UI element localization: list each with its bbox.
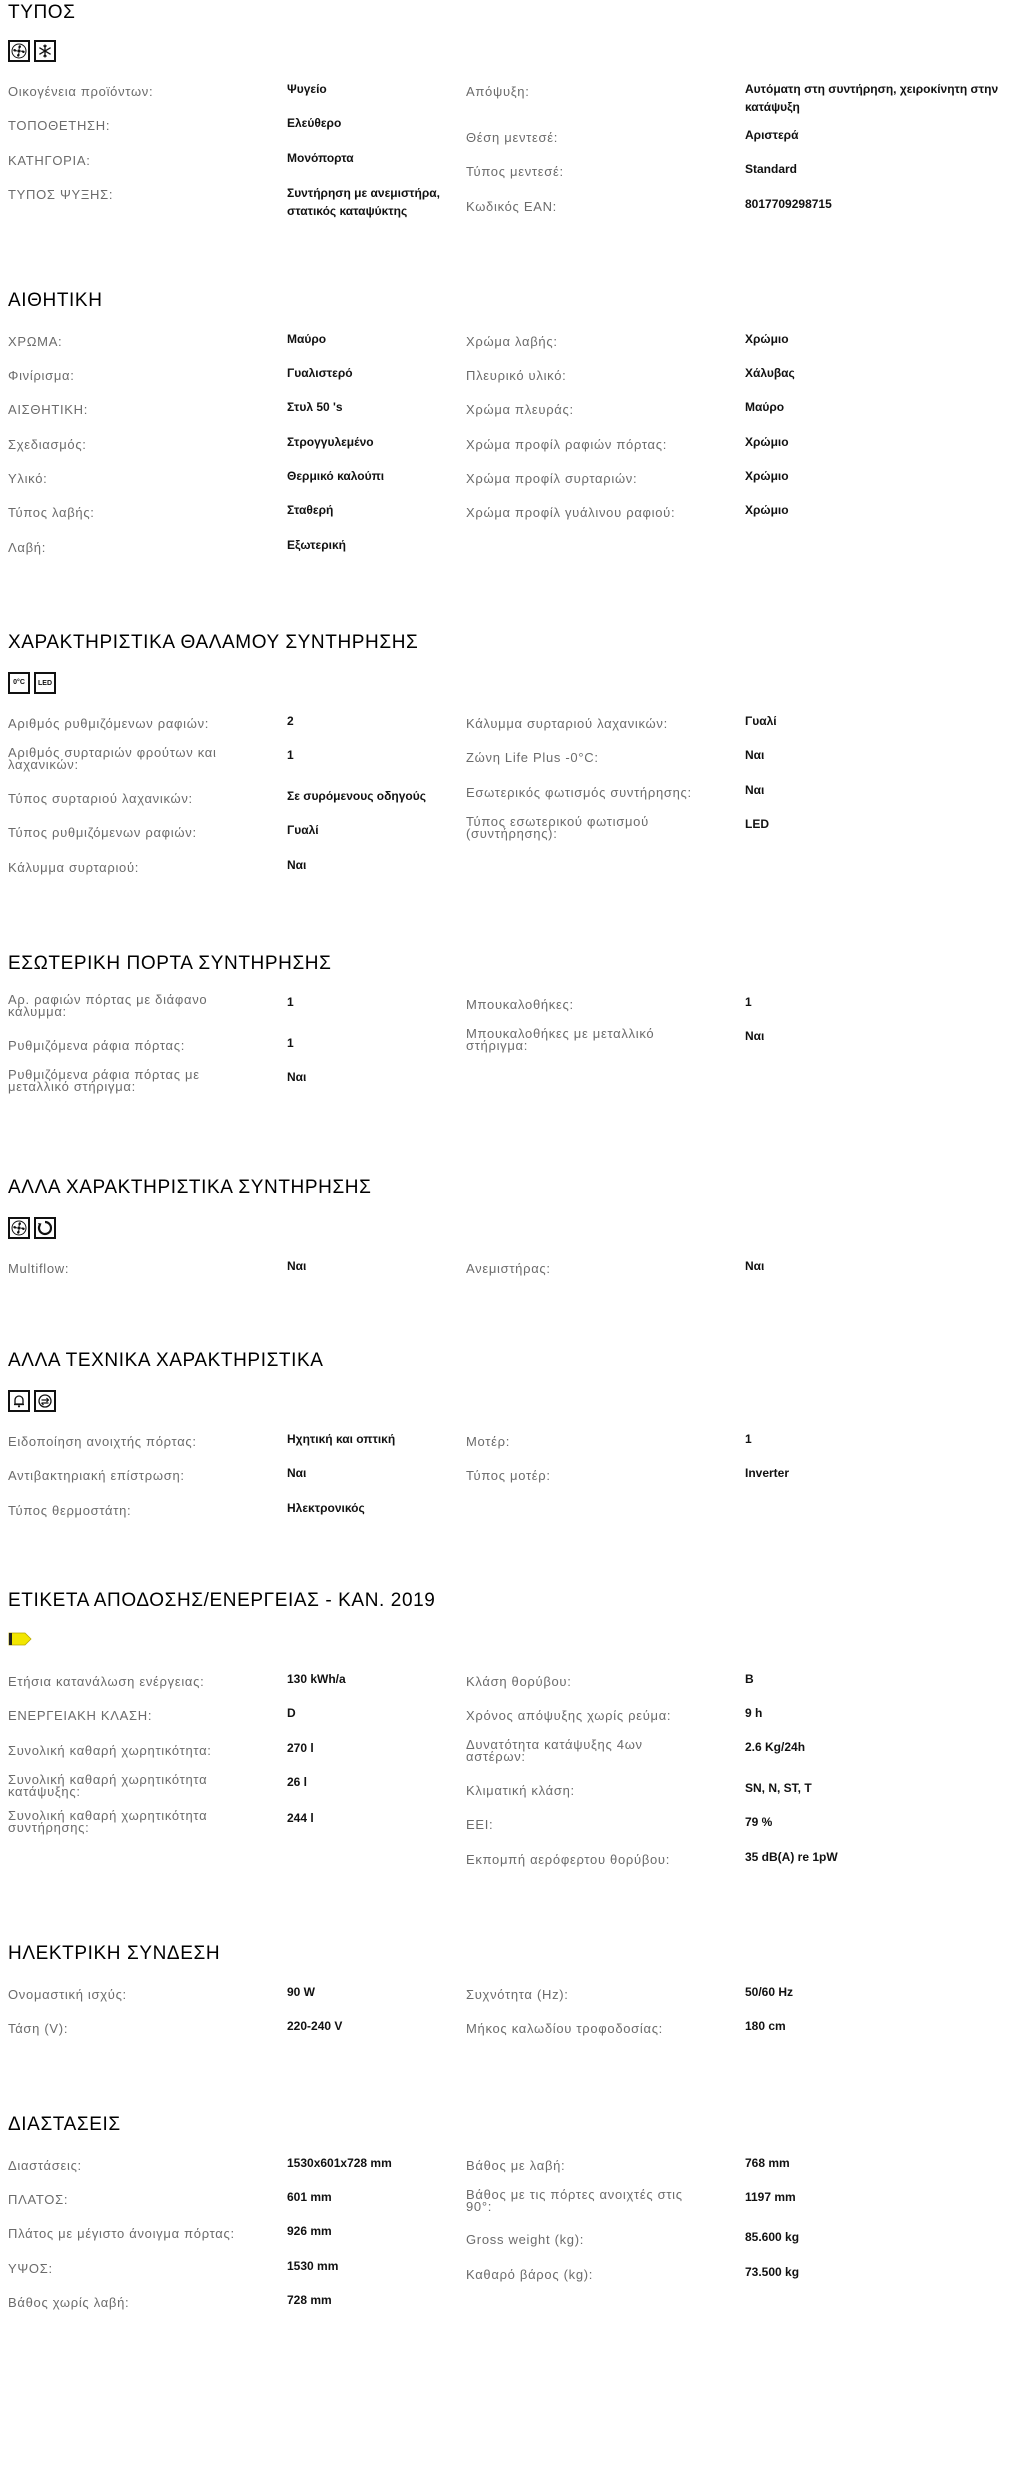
spec-value: Ναι bbox=[287, 1070, 307, 1084]
spec-label: Συνολική καθαρή χωρητικότητα: bbox=[8, 1743, 212, 1758]
spec-label: ΚΑΤΗΓΟΡΙΑ: bbox=[8, 153, 91, 168]
spec-value: Ναι bbox=[745, 783, 765, 797]
spec-label: Ζώνη Life Plus -0°C: bbox=[466, 750, 599, 765]
spec-value: Γυαλιστερό bbox=[287, 366, 353, 380]
spec-value: Στυλ 50 's bbox=[287, 400, 343, 414]
spec-label: Λαβή: bbox=[8, 540, 47, 555]
spec-value: Ηχητική και οπτική bbox=[287, 1432, 396, 1446]
spec-label: Διαστάσεις: bbox=[8, 2158, 82, 2173]
spec-value: Συντήρηση με ανεμιστήρα, στατικός καταψύκτης bbox=[287, 186, 440, 218]
spec-value: Χρώμιο bbox=[745, 435, 789, 449]
spec-label: Θέση μεντεσέ: bbox=[466, 130, 559, 145]
spec-value: Σταθερή bbox=[287, 503, 334, 517]
spec-value: Εξωτερική bbox=[287, 538, 346, 552]
spec-label: ΠΛΑΤΟΣ: bbox=[8, 2192, 69, 2207]
spec-label: Ειδοποίηση ανοιχτής πόρτας: bbox=[8, 1434, 197, 1449]
section-title: ΔΙΑΣΤΑΣΕΙΣ bbox=[8, 2114, 121, 2135]
spec-label: Χρώμα λαβής: bbox=[466, 334, 558, 349]
spec-label: Αριθμός συρταριών φρούτων και λαχανικών: bbox=[8, 745, 217, 772]
spec-label: Συνολική καθαρή χωρητικότητα συντήρησης: bbox=[8, 1808, 208, 1835]
spec-value: 728 mm bbox=[287, 2293, 332, 2307]
spec-label: Ανεμιστήρας: bbox=[466, 1261, 551, 1276]
icon-text: 0°C bbox=[13, 679, 25, 686]
section-aesthetics bbox=[0, 290, 1024, 580]
spec-label: Τύπος ρυθμιζόμενων ραφιών: bbox=[8, 825, 197, 840]
spec-value: Χάλυβας bbox=[745, 366, 795, 380]
spec-value: 2 bbox=[287, 714, 294, 728]
spec-label: Ρυθμιζόμενα ράφια πόρτας: bbox=[8, 1038, 186, 1053]
spec-label: Εσωτερικός φωτισμός συντήρησης: bbox=[466, 785, 692, 800]
spec-label: Φινίρισμα: bbox=[8, 368, 75, 383]
spec-label: Τύπος λαβής: bbox=[8, 505, 95, 520]
feature-icons bbox=[8, 1390, 56, 1412]
door-alarm-icon bbox=[8, 1390, 30, 1412]
spec-label: EEI: bbox=[466, 1817, 494, 1832]
spec-label: Χρώμα προφίλ γυάλινου ραφιού: bbox=[466, 505, 676, 520]
spec-value: Μονόπορτα bbox=[287, 151, 354, 165]
spec-value: 926 mm bbox=[287, 2224, 332, 2238]
section-title: ΑΙΘΗΤΙΚΗ bbox=[8, 290, 103, 311]
spec-value: 35 dB(A) re 1pW bbox=[745, 1850, 838, 1864]
spec-value: Ναι bbox=[287, 1466, 307, 1480]
spec-value: 1 bbox=[745, 995, 752, 1009]
section-dimensions bbox=[0, 2114, 1024, 2344]
spec-value: 270 l bbox=[287, 1741, 314, 1755]
fan-icon bbox=[8, 40, 30, 62]
energy-class-badge-icon bbox=[8, 1632, 32, 1646]
spec-label: Τάση (V): bbox=[8, 2021, 69, 2036]
spec-label: Gross weight (kg): bbox=[466, 2232, 585, 2247]
spec-value: Μαύρο bbox=[287, 332, 327, 346]
spec-value: Ναι bbox=[287, 858, 307, 872]
spec-value: 244 l bbox=[287, 1811, 314, 1825]
spec-value: 2.6 Kg/24h bbox=[745, 1740, 806, 1754]
section-fridge-compartment bbox=[0, 632, 1024, 892]
spec-label: Κλιματική κλάση: bbox=[466, 1783, 575, 1798]
spec-value: 768 mm bbox=[745, 2156, 790, 2170]
spec-value: Χρώμιο bbox=[745, 332, 789, 346]
spec-label: Τύπος συρταριού λαχανικών: bbox=[8, 791, 193, 806]
section-inner-door bbox=[0, 953, 1024, 1113]
spec-value: B bbox=[745, 1672, 754, 1686]
spec-label: Δυνατότητα κατάψυξης 4ων αστέρων: bbox=[466, 1737, 643, 1764]
spec-label: Σχεδιασμός: bbox=[8, 437, 87, 452]
spec-label: Καθαρό βάρος (kg): bbox=[466, 2267, 594, 2282]
spec-value: Στρογγυλεμένο bbox=[287, 435, 374, 449]
spec-value: 85.600 kg bbox=[745, 2230, 800, 2244]
spec-label: Βάθος με τις πόρτες ανοιχτές στις 90°: bbox=[466, 2187, 683, 2214]
section-title: ΤΥΠΟΣ bbox=[8, 2, 76, 23]
section-title: ΑΛΛΑ ΤΕΧΝΙΚΑ ΧΑΡΑΚΤΗΡΙΣΤΙΚΑ bbox=[8, 1350, 324, 1371]
spec-label: Τύπος μοτέρ: bbox=[466, 1468, 551, 1483]
spec-value: Inverter bbox=[745, 1466, 790, 1480]
spec-value: LED bbox=[745, 817, 769, 831]
section-title: ΗΛΕΚΤΡΙΚΗ ΣΥΝΔΕΣΗ bbox=[8, 1943, 221, 1964]
spec-label: ΤΟΠΟΘΕΤΗΣΗ: bbox=[8, 118, 111, 133]
spec-value: 1197 mm bbox=[745, 2190, 796, 2204]
reversible-door-icon bbox=[34, 1390, 56, 1412]
spec-label: ΥΨΟΣ: bbox=[8, 2261, 53, 2276]
spec-value: Ηλεκτρονικός bbox=[287, 1501, 365, 1515]
section-other-fridge bbox=[0, 1177, 1024, 1277]
icon-text: LED bbox=[38, 679, 52, 687]
spec-value: 1530x601x728 mm bbox=[287, 2156, 392, 2170]
spec-label: ΑΙΣΘΗΤΙΚΗ: bbox=[8, 402, 89, 417]
spec-value: Χρώμιο bbox=[745, 503, 789, 517]
spec-value: 1 bbox=[745, 1432, 752, 1446]
spec-label: Ετήσια κατανάλωση ενέργειας: bbox=[8, 1674, 205, 1689]
spec-value: Ψυγείο bbox=[287, 82, 327, 96]
fan-icon bbox=[8, 1217, 30, 1239]
feature-icons bbox=[8, 40, 56, 62]
spec-value: 180 cm bbox=[745, 2019, 786, 2033]
spec-value: Σε συρόμενους οδηγούς bbox=[287, 789, 426, 803]
spec-label: Βάθος με λαβή: bbox=[466, 2158, 566, 2173]
snowflake-icon bbox=[34, 40, 56, 62]
section-title: ΕΣΩΤΕΡΙΚΗ ΠΟΡΤΑ ΣΥΝΤΗΡΗΣΗΣ bbox=[8, 953, 332, 974]
spec-label: Μήκος καλωδίου τροφοδοσίας: bbox=[466, 2021, 663, 2036]
feature-icons bbox=[8, 1217, 56, 1239]
spec-value: Ναι bbox=[287, 1259, 307, 1273]
spec-value: Γυαλί bbox=[745, 714, 777, 728]
spec-label: Μπουκαλοθήκες: bbox=[466, 997, 574, 1012]
spec-value: 220-240 V bbox=[287, 2019, 343, 2033]
spec-label: Πλάτος με μέγιστο άνοιγμα πόρτας: bbox=[8, 2226, 235, 2241]
spec-value: 8017709298715 bbox=[745, 197, 832, 211]
spec-value: 90 W bbox=[287, 1985, 316, 1999]
spec-label: ΤΥΠΟΣ ΨΥΞΗΣ: bbox=[8, 187, 114, 202]
spec-label: Υλικό: bbox=[8, 471, 48, 486]
section-electrical bbox=[0, 1943, 1024, 2063]
spec-label: ΕΝΕΡΓΕΙΑΚΗ ΚΛΑΣΗ: bbox=[8, 1708, 153, 1723]
spec-value: 1530 mm bbox=[287, 2259, 339, 2273]
spec-value: Ναι bbox=[745, 1259, 765, 1273]
spec-value: Αριστερά bbox=[745, 128, 799, 142]
led-light-icon bbox=[34, 672, 56, 694]
spec-label: Κλάση θορύβου: bbox=[466, 1674, 572, 1689]
spec-value: Χρώμιο bbox=[745, 469, 789, 483]
spec-label: Βάθος χωρίς λαβή: bbox=[8, 2295, 130, 2310]
spec-label: Multiflow: bbox=[8, 1261, 70, 1276]
spec-label: Ονομαστική ισχύς: bbox=[8, 1987, 127, 2002]
section-title: ΧΑΡΑΚΤΗΡΙΣΤΙΚΑ ΘΑΛΑΜΟΥ ΣΥΝΤΗΡΗΣΗΣ bbox=[8, 632, 419, 653]
zero-degree-zone-icon bbox=[8, 672, 30, 694]
spec-label: Οικογένεια προϊόντων: bbox=[8, 84, 154, 99]
spec-label: Χρόνος απόψυξης χωρίς ρεύμα: bbox=[466, 1708, 672, 1723]
section-other-tech bbox=[0, 1350, 1024, 1520]
multiflow-icon bbox=[34, 1217, 56, 1239]
spec-value: 50/60 Hz bbox=[745, 1985, 794, 1999]
spec-value: 73.500 kg bbox=[745, 2265, 800, 2279]
section-energy-label bbox=[0, 1590, 1024, 1890]
spec-label: Αριθμός ρυθμιζόμενων ραφιών: bbox=[8, 716, 210, 731]
spec-value: 79 % bbox=[745, 1815, 773, 1829]
section-type bbox=[0, 0, 1024, 240]
spec-value: 130 kWh/a bbox=[287, 1672, 346, 1686]
spec-label: Χρώμα πλευράς: bbox=[466, 402, 574, 417]
spec-label: Εκπομπή αερόφερτου θορύβου: bbox=[466, 1852, 671, 1867]
section-title: ΑΛΛΑ ΧΑΡΑΚΤΗΡΙΣΤΙΚΑ ΣΥΝΤΗΡΗΣΗΣ bbox=[8, 1177, 372, 1198]
spec-label: Συχνότητα (Hz): bbox=[466, 1987, 569, 2002]
spec-label: Χρώμα προφίλ ραφιών πόρτας: bbox=[466, 437, 668, 452]
spec-value: Αυτόματη στη συντήρηση, χειροκίνητη στην κατάψυξη bbox=[745, 82, 999, 114]
spec-label: Αρ. ραφιών πόρτας με διάφανο κάλυμμα: bbox=[8, 992, 208, 1019]
spec-value: 1 bbox=[287, 1036, 294, 1050]
spec-value: 1 bbox=[287, 995, 294, 1009]
spec-value: Ναι bbox=[745, 748, 765, 762]
spec-value: Ελεύθερο bbox=[287, 116, 342, 130]
spec-value: 26 l bbox=[287, 1775, 308, 1789]
feature-icons bbox=[8, 672, 56, 694]
spec-label: Απόψυξη: bbox=[466, 84, 530, 99]
spec-label: Πλευρικό υλικό: bbox=[466, 368, 567, 383]
section-title: ΕΤΙΚΕΤΑ ΑΠΟΔΟΣΗΣ/ΕΝΕΡΓΕΙΑΣ - ΚΑΝ. 2019 bbox=[8, 1590, 436, 1611]
spec-value: Γυαλί bbox=[287, 823, 319, 837]
spec-value: Μαύρο bbox=[745, 400, 785, 414]
spec-label: ΧΡΩΜΑ: bbox=[8, 334, 63, 349]
spec-label: Μοτέρ: bbox=[466, 1434, 511, 1449]
spec-label: Τύπος θερμοστάτη: bbox=[8, 1503, 132, 1518]
spec-value: 601 mm bbox=[287, 2190, 332, 2204]
spec-value: 1 bbox=[287, 748, 294, 762]
spec-label: Αντιβακτηριακή επίστρωση: bbox=[8, 1468, 185, 1483]
spec-label: Συνολική καθαρή χωρητικότητα κατάψυξης: bbox=[8, 1772, 208, 1799]
spec-value: Standard bbox=[745, 162, 798, 176]
spec-value: Θερμικό καλούπι bbox=[287, 469, 385, 483]
spec-value: Ναι bbox=[745, 1029, 765, 1043]
spec-label: Τύπος μεντεσέ: bbox=[466, 164, 564, 179]
spec-label: Μπουκαλοθήκες με μεταλλικό στήριγμα: bbox=[466, 1026, 655, 1053]
spec-label: Κωδικός EAN: bbox=[466, 199, 557, 214]
spec-label: Χρώμα προφίλ συρταριών: bbox=[466, 471, 638, 486]
spec-label: Ρυθμιζόμενα ράφια πόρτας με μεταλλικό στήριγμα: bbox=[8, 1067, 200, 1094]
spec-value: D bbox=[287, 1706, 296, 1720]
spec-value: SN, N, ST, T bbox=[745, 1781, 812, 1795]
spec-label: Κάλυμμα συρταριού: bbox=[8, 860, 140, 875]
spec-value: 9 h bbox=[745, 1706, 763, 1720]
spec-label: Κάλυμμα συρταριού λαχανικών: bbox=[466, 716, 668, 731]
spec-label: Τύπος εσωτερικού φωτισμού (συντήρησης): bbox=[466, 814, 649, 841]
